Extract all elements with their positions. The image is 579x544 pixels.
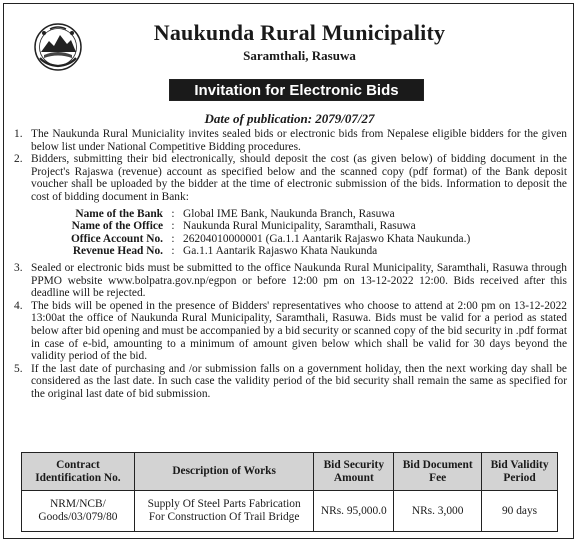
notice-body (14, 128, 567, 400)
item-text: The Naukunda Rural Municiality invites sealed bids or electronic bids from Nepalese eligible bidders for the given below list under National Competitive Bidding procedures. (31, 128, 567, 153)
bank-key: Name of the Bank (75, 207, 163, 220)
bank-colon: : (171, 245, 175, 258)
header-line: Amount (333, 471, 374, 484)
notice-item (14, 153, 567, 203)
column-header-validity (482, 453, 558, 491)
description-cell (134, 491, 314, 532)
bank-colon: : (171, 232, 175, 245)
notice-frame (3, 3, 574, 539)
bank-value: Global IME Bank, Naukunda Branch, Rasuwa (183, 207, 395, 220)
fee-cell: NRs. 3,000 (394, 491, 482, 532)
header-line: Bid Document (402, 458, 473, 471)
bank-value: 26204010000001 (Ga.1.1 Aantarik Rajaswo Khata Naukunda.) (183, 232, 471, 245)
bid-table (21, 452, 558, 532)
bank-row (31, 220, 567, 233)
municipality-title: Naukunda Rural Municipality (153, 20, 446, 45)
notice-item (14, 300, 567, 363)
bank-key: Name of the Office (71, 220, 163, 233)
notice-item (14, 128, 567, 153)
cell-line: For Construction Of Trail Bridge (148, 511, 300, 523)
column-header-description (134, 453, 314, 491)
cell-line: Supply Of Steel Parts Fabrication (147, 498, 301, 510)
table-row (22, 491, 558, 532)
item-text: Sealed or electronic bids must be submitted to the office Naukunda Rural Municipality, Saramthali, Rasuwa through PPMO website www.bolpatra.gov.np/egpon or before 12:00 pm on 13-12-2022 12:00. Bids received after this deadline will be rejected. (31, 261, 567, 300)
bank-value: Ga.1.1 Aantarik Rajaswo Khata Naukunda (183, 245, 378, 258)
cell-line: NRM/NCB/ (50, 498, 106, 510)
item-text: Bidders, submitting their bid electronically, should deposit the cost (as given below) of bidding document in the Project's Rajaswa (revenue) account as specified below and the scanned copy (pdf format) of the Bank deposit voucher shall be uploaded by the bidder at the time of electronic submission of the bids. Information to deposit the cost of bidding document in Bank: (31, 153, 567, 203)
header-line: Fee (429, 471, 447, 484)
column-header-contract (22, 453, 135, 491)
bank-colon: : (171, 207, 175, 220)
table-header-row (22, 453, 558, 491)
notice-item (14, 363, 567, 401)
bank-colon: : (171, 220, 175, 233)
item-number: 5. (14, 362, 23, 375)
header-line: Description of Works (172, 465, 276, 477)
column-header-security (314, 453, 394, 491)
cell-line: Goods/03/079/80 (38, 511, 118, 523)
header-line: Bid Security (323, 458, 385, 471)
bank-row (31, 208, 567, 221)
publication-date: Date of publication: 2079/07/27 (204, 111, 375, 126)
validity-cell: 90 days (482, 491, 558, 532)
bank-row (31, 233, 567, 246)
header-line: Contract (56, 458, 100, 471)
item-text: If the last date of purchasing and /or submission falls on a government holiday, then the next working day shall be considered as the last date. In such case the validity period of the bid security shall remain the same as specified for the original last date of bid submission. (31, 362, 567, 400)
contract-id-cell (22, 491, 135, 532)
column-header-fee (394, 453, 482, 491)
item-number: 3. (14, 261, 23, 274)
security-cell: NRs. 95,000.0 (314, 491, 394, 532)
municipality-location: Saramthali, Rasuwa (243, 48, 356, 63)
bank-key: Revenue Head No. (72, 245, 163, 258)
header-line: Identification No. (35, 471, 121, 484)
bank-row (31, 245, 567, 258)
bank-details (31, 208, 567, 258)
notice-item (14, 262, 567, 300)
item-number: 4. (14, 299, 23, 312)
bank-value: Naukunda Rural Municipality, Saramthali, Rasuwa (183, 220, 416, 233)
bank-key: Office Account No. (70, 232, 163, 245)
item-number: 1. (14, 128, 23, 140)
header-line: Bid Validity (490, 458, 549, 471)
header-line: Period (503, 471, 536, 484)
item-text: The bids will be opened in the presence of Bidders' representatives who choose to attend at 2:00 pm on 13-12-2022 13:00at the office of Naukunda Rural Municipality, Saramthali, Rasuwa. Bids must be valid for a period as stated below after bid opening and must be accompanied by a bid security or scanned copy of the bid security in .pdf format in case of e-bid, amounting to a minimum of amount given below which shall be valid for 30 days beyond the validity period of the bid. (31, 299, 567, 363)
item-number: 2. (14, 153, 23, 166)
notice-header (4, 4, 575, 74)
notice-banner: Invitation for Electronic Bids (169, 79, 424, 101)
